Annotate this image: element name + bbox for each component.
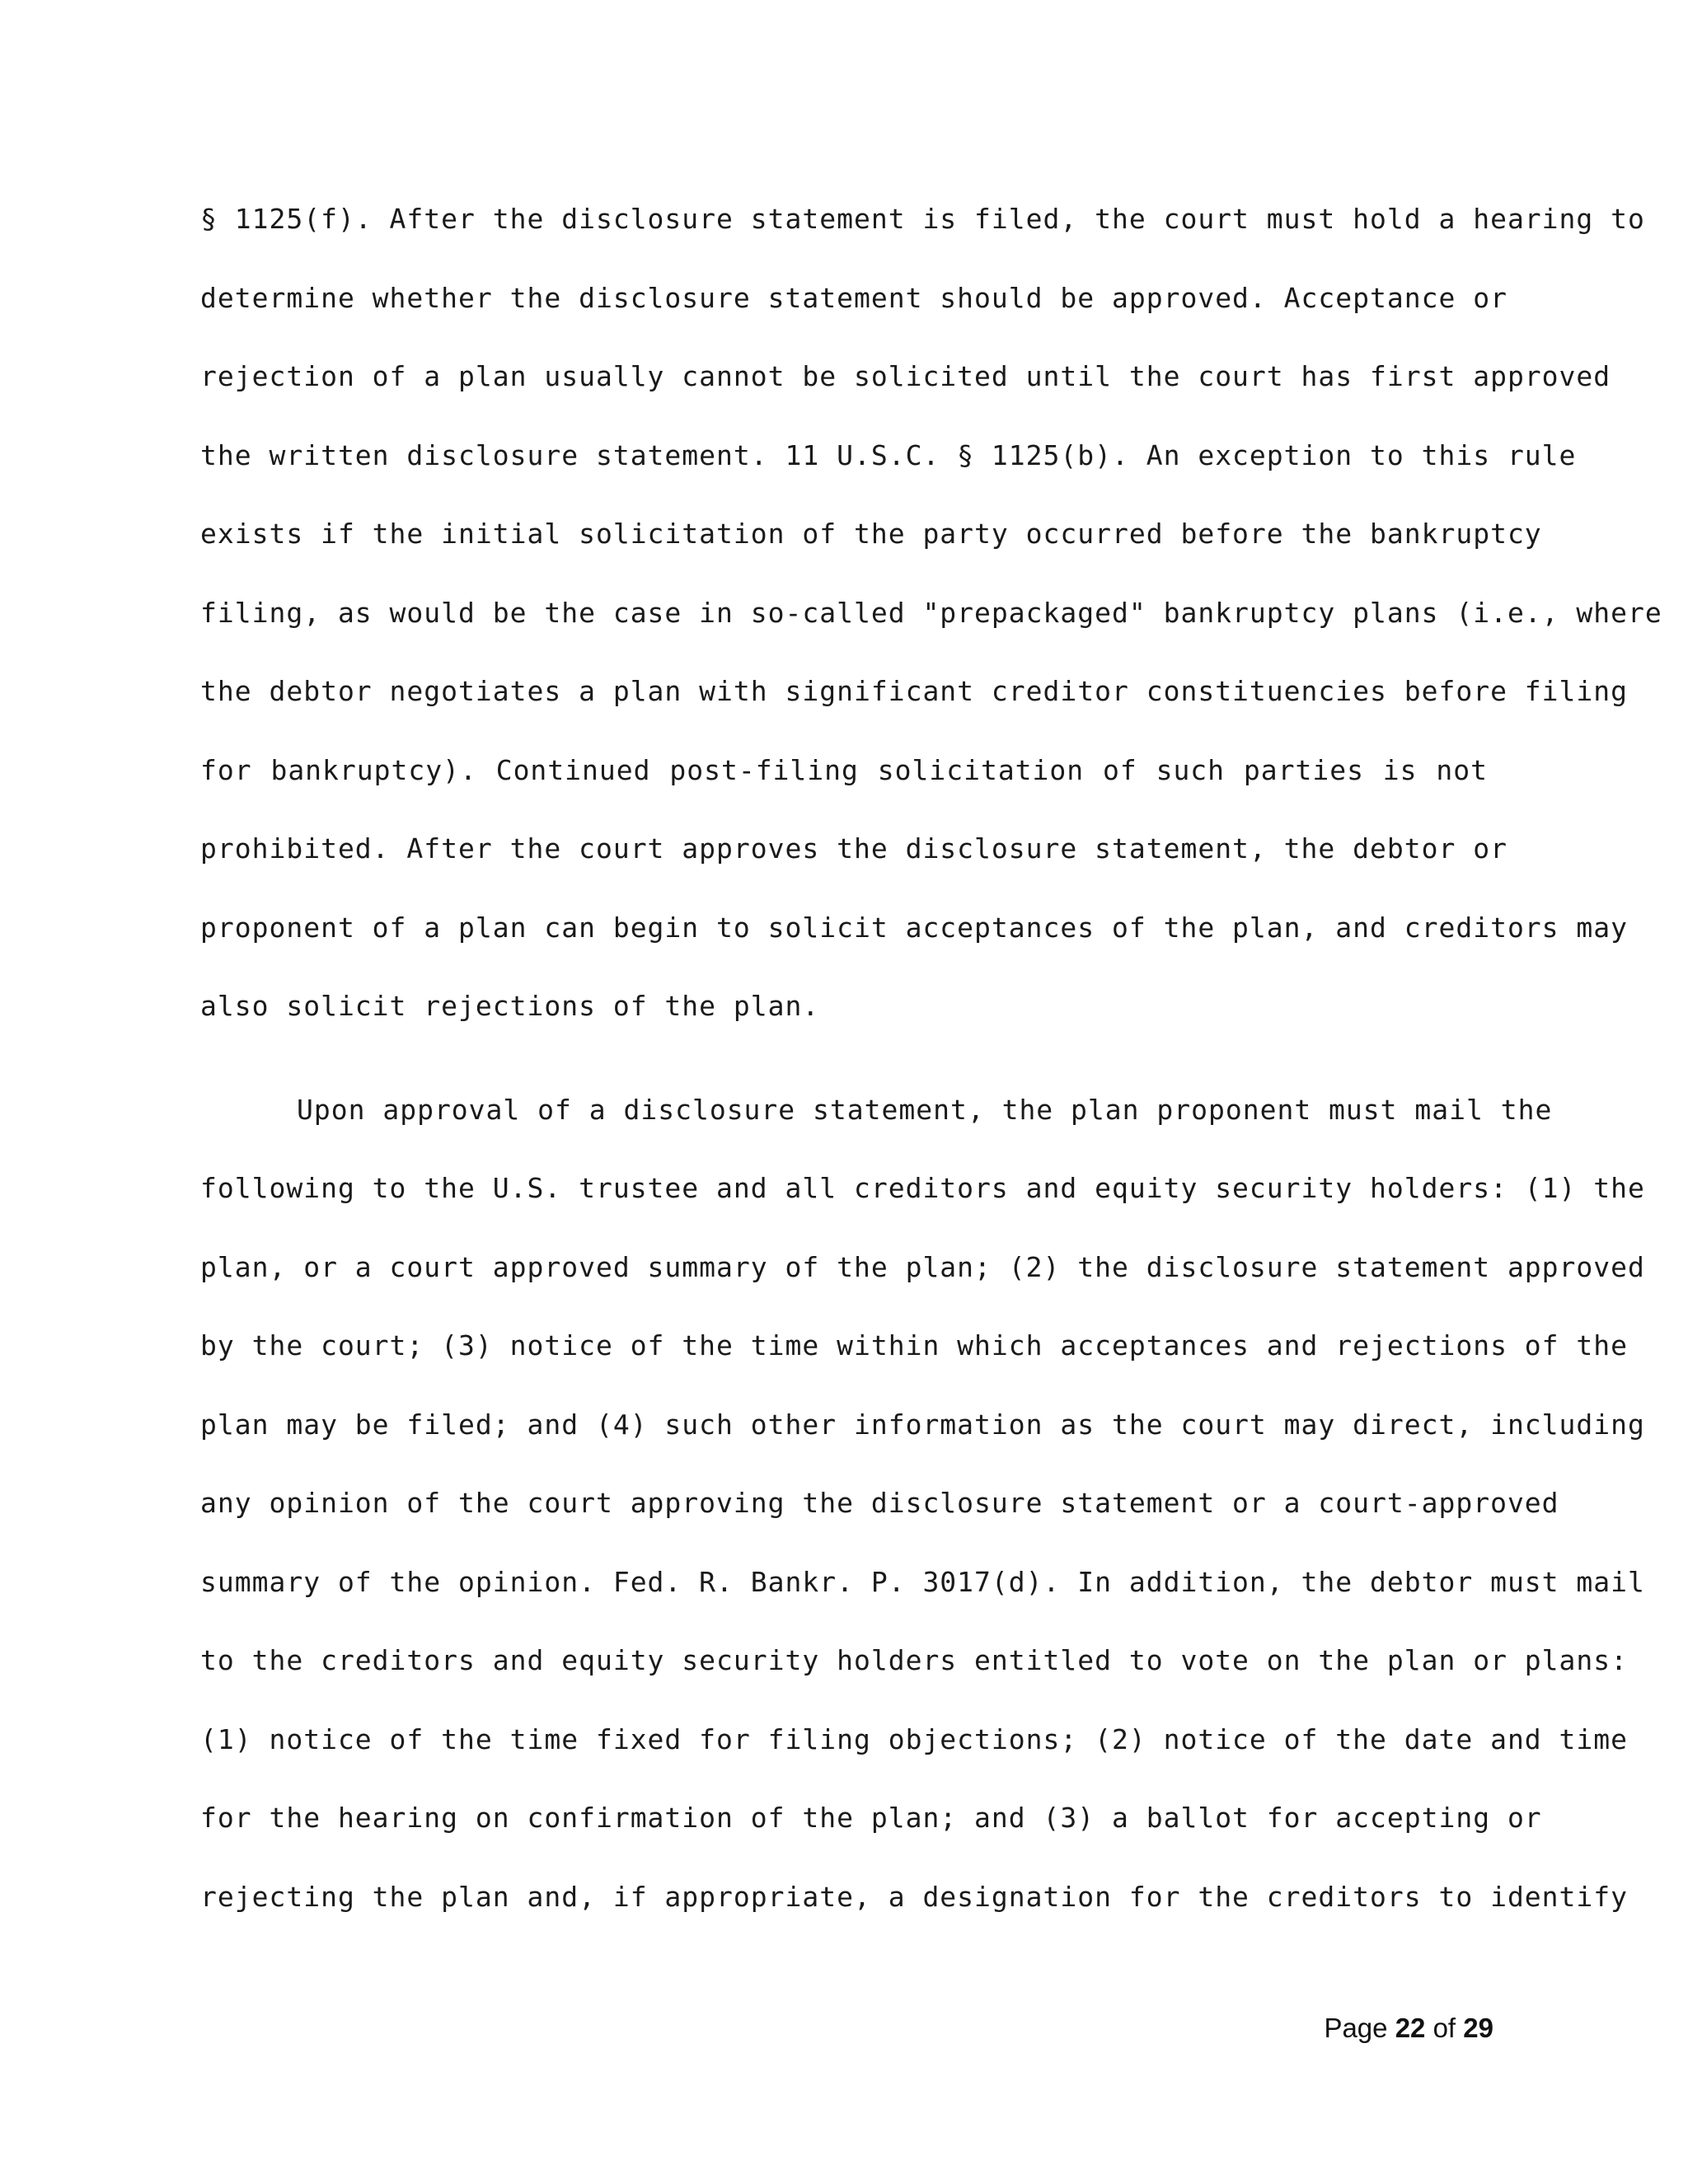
paragraph-2 xyxy=(200,1085,1645,1952)
text-line: determine whether the disclosure statement should be approved. Acceptance or xyxy=(200,281,1507,314)
text-line: any opinion of the court approving the disclosure statement or a court-approved xyxy=(200,1487,1559,1519)
text-line: by the court; (3) notice of the time within which acceptances and rejections of the xyxy=(200,1329,1629,1361)
text-line: the debtor negotiates a plan with significant creditor constituencies before filing xyxy=(200,675,1629,707)
text-line: prohibited. After the court approves the disclosure statement, the debtor or xyxy=(200,832,1507,865)
text-line: for bankruptcy). Continued post-filing solicitation of such parties is not xyxy=(200,753,1488,786)
text-line: proponent of a plan can begin to solicit acceptances of the plan, and creditors may xyxy=(200,911,1629,944)
text-line: filing, as would be the case in so-called "prepackaged" bankruptcy plans (i.e., where xyxy=(200,596,1662,629)
text-line: plan, or a court approved summary of the plan; (2) the disclosure statement approved xyxy=(200,1250,1645,1283)
document-body xyxy=(200,194,1662,1951)
of-word: of xyxy=(1432,2013,1456,2043)
text-line: Upon approval of a disclosure statement, the plan proponent must mail the xyxy=(297,1093,1553,1126)
text-line: (1) notice of the time fixed for filing objections; (2) notice of the date and time xyxy=(200,1722,1629,1755)
text-line: also solicit rejections of the plan. xyxy=(200,990,820,1022)
paragraph-1 xyxy=(200,194,1662,1061)
text-line: plan may be filed; and (4) such other information as the court may direct, including xyxy=(200,1408,1645,1441)
text-line: § 1125(f). After the disclosure statement is filed, the court must hold a hearing to xyxy=(200,203,1645,235)
page-word: Page xyxy=(1324,2013,1388,2043)
text-line: the written disclosure statement. 11 U.S.C. § 1125(b). An exception to this rule xyxy=(200,438,1577,471)
current-page-number: 22 xyxy=(1395,2013,1426,2043)
text-line: following to the U.S. trustee and all creditors and equity security holders: (1) the xyxy=(200,1172,1645,1204)
total-pages-number: 29 xyxy=(1463,2013,1493,2043)
text-line: to the creditors and equity security holders entitled to vote on the plan or plans: xyxy=(200,1644,1629,1676)
text-line: rejection of a plan usually cannot be solicited until the court has first approved xyxy=(200,360,1611,392)
text-line: for the hearing on confirmation of the plan; and (3) a ballot for accepting or xyxy=(200,1802,1542,1834)
text-line: exists if the initial solicitation of the party occurred before the bankruptcy xyxy=(200,518,1542,550)
page-number-footer xyxy=(1324,2008,1493,2049)
text-line: summary of the opinion. Fed. R. Bankr. P. 3017(d). In addition, the debtor must mail xyxy=(200,1565,1645,1598)
text-line: rejecting the plan and, if appropriate, a designation for the creditors to identify xyxy=(200,1880,1629,1913)
